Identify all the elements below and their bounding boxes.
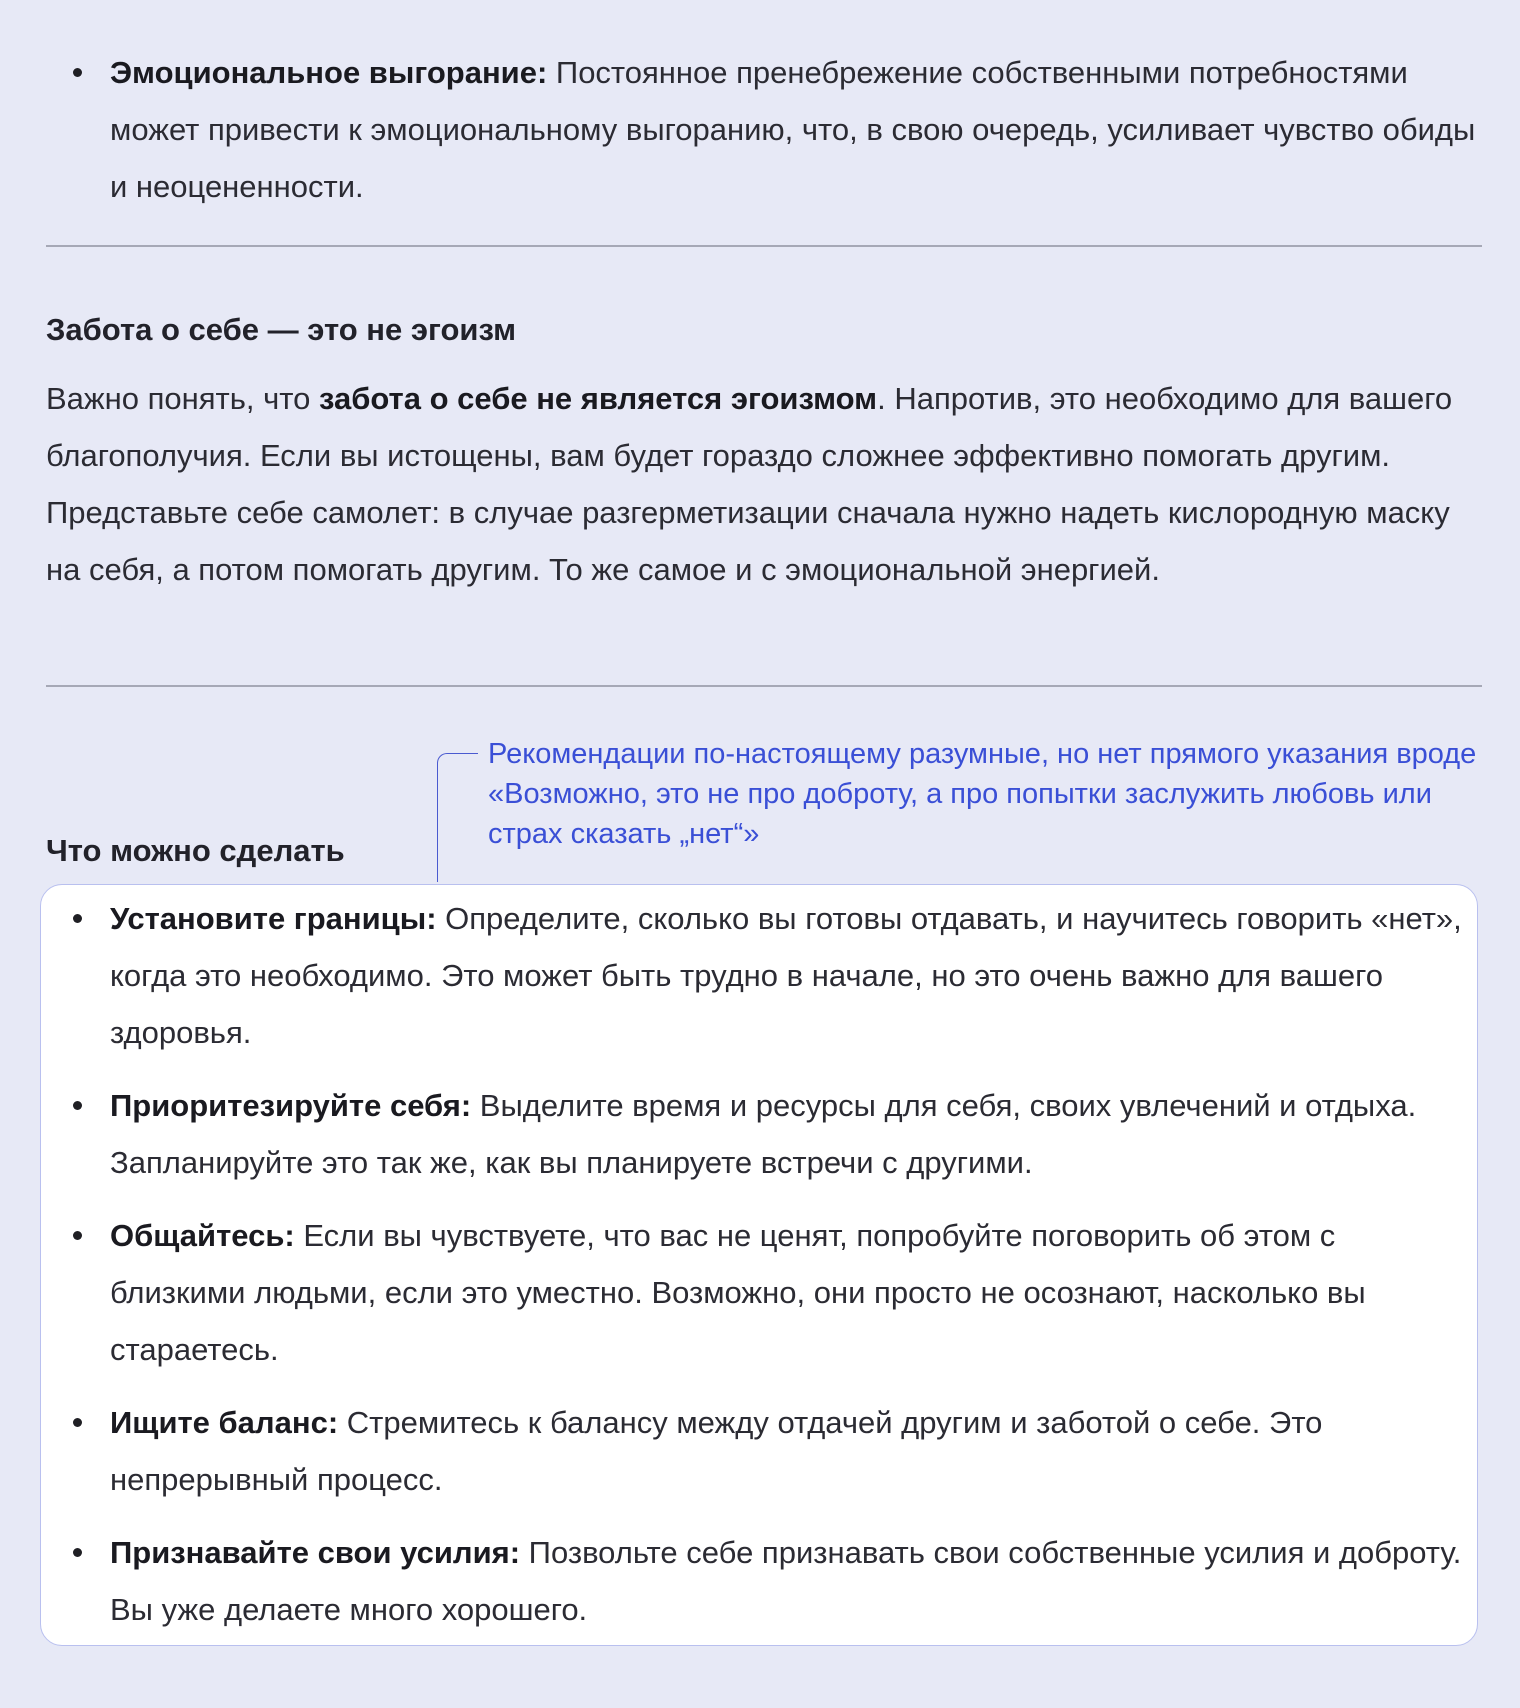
divider	[46, 685, 1482, 687]
list-item-text: Постоянное пренебрежение собственными потребностями может привести к эмоциональному выгоранию, что, в свою очередь, усиливает чувство обиды и неоцененности.	[110, 55, 1476, 204]
annotation-comment: Рекомендации по-настоящему разумные, но нет прямого указания вроде «Возможно, это не про доброту, а про попытки заслужить любовь или страх сказать „нет“»	[488, 738, 1477, 850]
list-item-text: Стремитесь к балансу между отдачей другим и заботой о себе. Это непрерывный процесс.	[110, 1405, 1323, 1497]
bullet-dot	[73, 1231, 82, 1240]
list-item-term: Эмоциональное выгорание:	[110, 55, 548, 90]
list-item-term: Приоритезируйте себя:	[110, 1088, 472, 1123]
bullet-dot	[73, 914, 82, 923]
list-item	[46, 1077, 1466, 1191]
divider	[46, 245, 1482, 247]
annotation-connector	[437, 753, 478, 882]
list-item-text: Позвольте себе признавать свои собственные усилия и доброту. Вы уже делаете много хорошего.	[110, 1535, 1462, 1627]
list-item	[46, 1207, 1466, 1378]
actions-list	[46, 890, 1466, 1654]
list-item	[46, 1524, 1466, 1638]
list-item-text: Выделите время и ресурсы для себя, своих увлечений и отдыха. Запланируйте это так же, как вы планируете встречи с другими.	[110, 1088, 1417, 1180]
paragraph-bold-phrase: забота о себе не является эгоизмом	[319, 381, 878, 416]
section-heading-actions: Что можно сделать	[46, 833, 345, 868]
bullet-dot	[73, 1548, 82, 1557]
self-care-paragraph	[46, 370, 1486, 598]
paragraph-text-end: . Напротив, это необходимо для вашего благополучия. Если вы истощены, вам будет гораздо сложнее эффективно помогать другим. Представьте себе самолет: в случае разгерметизации сначала нужно надеть кислородную маску на себя, а потом помогать другим. То же самое и с эмоциональной энергией.	[46, 381, 1453, 587]
bullet-dot	[73, 1418, 82, 1427]
list-item-term: Ищите баланс:	[110, 1405, 339, 1440]
list-item-text: Определите, сколько вы готовы отдавать, и научитесь говорить «нет», когда это необходимо. Это может быть трудно в начале, но это очень важно для вашего здоровья.	[110, 901, 1462, 1050]
list-item-term: Признавайте свои усилия:	[110, 1535, 521, 1570]
section-heading-self-care: Забота о себе — это не эгоизм	[46, 312, 517, 347]
bullet-dot	[73, 68, 82, 77]
burnout-list	[46, 44, 1486, 215]
list-item	[46, 890, 1466, 1061]
list-item-text: Если вы чувствуете, что вас не ценят, попробуйте поговорить об этом с близкими людьми, если это уместно. Возможно, они просто не осознают, насколько вы стараетесь.	[110, 1218, 1366, 1367]
list-item	[46, 1394, 1466, 1508]
list-item-term: Общайтесь:	[110, 1218, 295, 1253]
list-item	[46, 44, 1486, 215]
list-item-term: Установите границы:	[110, 901, 437, 936]
bullet-dot	[73, 1101, 82, 1110]
paragraph-text-start: Важно понять, что	[46, 381, 319, 416]
